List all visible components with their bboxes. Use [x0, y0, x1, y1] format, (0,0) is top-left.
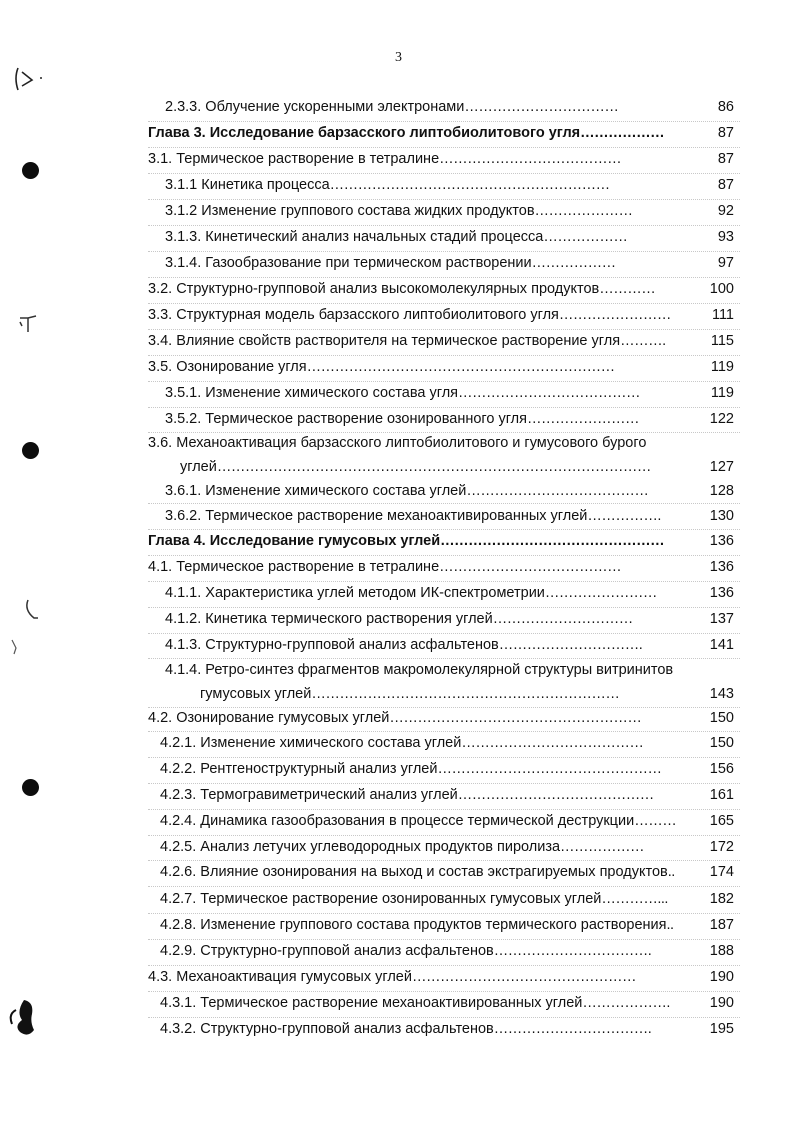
binder-hole-mark: [22, 442, 39, 459]
row-divider: [148, 432, 740, 433]
toc-leader-dots: …………………………………: [466, 483, 649, 499]
toc-entry[interactable]: [148, 710, 641, 727]
toc-page-number: 188: [709, 943, 734, 959]
toc-entry-title: 3.6. Механоактивация барзасского липтобиолитового и гумусового бурого: [148, 435, 647, 451]
toc-page-number: 100: [709, 281, 734, 297]
toc-leader-dots: ………: [634, 813, 677, 829]
row-divider: [148, 731, 740, 732]
toc-entry-title: углей: [180, 459, 217, 475]
toc-entry-title: 4.1.4. Ретро-синтез фрагментов макромолекулярной структуры витринитов: [165, 662, 674, 678]
toc-entry-title: 3.6.1. Изменение химического состава углей: [165, 483, 467, 499]
toc-entry[interactable]: [148, 435, 646, 452]
toc-page-number: 87: [717, 151, 734, 167]
toc-page-number: 165: [709, 813, 734, 829]
toc-leader-dots: …………………………………………………………: [306, 359, 615, 375]
toc-page-number: 187: [709, 917, 734, 933]
toc-entry[interactable]: [160, 735, 643, 752]
toc-page-number: 97: [717, 255, 734, 271]
row-divider: [148, 860, 740, 861]
toc-leader-dots: ……………………: [558, 307, 671, 323]
row-divider: [148, 277, 740, 278]
toc-entry-title: 3.6.2. Термическое растворение механоактивированных углей: [165, 508, 588, 524]
row-divider: [148, 965, 740, 966]
toc-entry-title: 4.1. Термическое растворение в тетралине: [148, 559, 440, 575]
toc-leader-dots: …………………………….: [493, 943, 652, 959]
toc-entry[interactable]: [148, 333, 666, 350]
row-divider: [148, 835, 740, 836]
toc-page-number: 122: [709, 411, 734, 427]
toc-entry[interactable]: [160, 995, 670, 1012]
margin-scribble-icon: [20, 596, 42, 622]
toc-page-number: 136: [709, 559, 734, 575]
toc-leader-dots: ……………………………………………………: [329, 177, 610, 193]
toc-leader-dots: …………: [599, 281, 656, 297]
row-divider: [148, 121, 740, 122]
row-divider: [148, 1017, 740, 1018]
toc-leader-dots: ..: [666, 917, 674, 933]
toc-entry[interactable]: [165, 203, 633, 220]
toc-entry-title: гумусовых углей: [200, 686, 312, 702]
toc-leader-dots: ………………: [543, 229, 628, 245]
toc-entry[interactable]: [165, 177, 610, 194]
toc-entry-title: 3.1.1 Кинетика процесса: [165, 177, 330, 193]
row-divider: [148, 783, 740, 784]
toc-entry-title: 4.3.1. Термическое растворение механоактивированных углей: [160, 995, 583, 1011]
toc-entry-title: Глава 4. Исследование гумусовых углей: [148, 533, 441, 549]
toc-entry-title: 3.1.3. Кинетический анализ начальных стадий процесса: [165, 229, 544, 245]
toc-entry[interactable]: [160, 943, 651, 960]
toc-entry-title: 4.3. Механоактивация гумусовых углей: [148, 969, 412, 985]
toc-entry[interactable]: [165, 662, 673, 679]
toc-entry-title: 4.2.1. Изменение химического состава углей: [160, 735, 462, 751]
row-divider: [148, 991, 740, 992]
toc-entry[interactable]: [165, 385, 640, 402]
toc-page-number: 130: [709, 508, 734, 524]
toc-entry[interactable]: [165, 585, 657, 602]
toc-entry[interactable]: [160, 813, 676, 830]
toc-entry-title: 3.5.1. Изменение химического состава угля: [165, 385, 459, 401]
toc-entry-title: 3.1.4. Газообразование при термическом растворении: [165, 255, 532, 271]
toc-entry-title: 3.2. Структурно-групповой анализ высокомолекулярных продуктов: [148, 281, 600, 297]
toc-leader-dots: …………………………………………: [440, 533, 665, 549]
toc-page-number: 190: [709, 995, 734, 1011]
toc-leader-dots: ………………: [560, 839, 645, 855]
row-divider: [148, 251, 740, 252]
toc-leader-dots: ……………………: [544, 585, 657, 601]
toc-leader-dots: ………………: [580, 125, 665, 141]
binder-hole-mark: [22, 779, 39, 796]
toc-entry-title: 4.2.3. Термогравиметрический анализ углей: [160, 787, 458, 803]
toc-entry[interactable]: [160, 1021, 651, 1038]
toc-entry[interactable]: [200, 686, 619, 703]
row-divider: [148, 329, 740, 330]
toc-entry-title: 4.2.2. Рентгеноструктурный анализ углей: [160, 761, 438, 777]
toc-page-number: 141: [709, 637, 734, 653]
margin-scribble-icon: [16, 312, 42, 338]
toc-entry-title: Глава 3. Исследование барзасского липтобиолитового угля: [148, 125, 581, 141]
binder-clip-icon: [4, 996, 38, 1038]
toc-leader-dots: ……….: [620, 333, 666, 349]
toc-entry[interactable]: [165, 229, 627, 246]
toc-entry-title: 3.5.2. Термическое растворение озонированного угля: [165, 411, 527, 427]
toc-entry[interactable]: [160, 891, 668, 908]
toc-entry-title: 4.1.2. Кинетика термического растворения углей: [165, 611, 493, 627]
toc-entry-title: 4.2. Озонирование гумусовых углей: [148, 710, 390, 726]
toc-leader-dots: …………………………: [492, 611, 633, 627]
row-divider: [148, 913, 740, 914]
toc-entry[interactable]: [148, 125, 664, 142]
row-divider: [148, 199, 740, 200]
toc-entry-title: 2.3.3. Облучение ускоренными электронами: [165, 99, 465, 115]
toc-leader-dots: ……………….: [582, 995, 670, 1011]
toc-page-number: 136: [709, 533, 734, 549]
row-divider: [148, 147, 740, 148]
toc-entry-title: 4.2.9. Структурно-групповой анализ асфальтенов: [160, 943, 494, 959]
toc-leader-dots: …………………: [534, 203, 633, 219]
toc-entry-title: 3.5. Озонирование угля: [148, 359, 307, 375]
toc-leader-dots: …………………………………………: [411, 969, 636, 985]
row-divider: [148, 503, 740, 504]
toc-leader-dots: ……………………………: [464, 99, 619, 115]
row-divider: [148, 173, 740, 174]
toc-leader-dots: ……………………………………: [457, 787, 654, 803]
toc-page-number: 115: [710, 333, 734, 349]
toc-leader-dots: ..: [667, 864, 675, 880]
toc-page-number: 87: [717, 177, 734, 193]
margin-scribble-icon: [6, 636, 22, 658]
toc-leader-dots: …………………………….: [493, 1021, 652, 1037]
row-divider: [148, 303, 740, 304]
row-divider: [148, 225, 740, 226]
toc-leader-dots: …………………………………: [439, 151, 622, 167]
toc-entry[interactable]: [148, 281, 655, 298]
row-divider: [148, 633, 740, 634]
toc-leader-dots: …………………………………………………………: [311, 686, 620, 702]
toc-leader-dots: …………………………………: [461, 735, 644, 751]
toc-leader-dots: …………………………………………: [437, 761, 662, 777]
toc-entry[interactable]: [180, 459, 651, 476]
toc-page-number: 119: [710, 359, 734, 375]
toc-entry[interactable]: [148, 559, 621, 576]
toc-page-number: 195: [709, 1021, 734, 1037]
row-divider: [148, 939, 740, 940]
toc-page-number: 137: [709, 611, 734, 627]
toc-page-number: 127: [709, 459, 734, 475]
toc-entry[interactable]: [160, 761, 661, 778]
row-divider: [148, 581, 740, 582]
toc-page-number: 182: [709, 891, 734, 907]
toc-page-number: 150: [709, 710, 734, 726]
binder-hole-mark: [22, 162, 39, 179]
toc-page-number: 86: [717, 99, 734, 115]
toc-entry[interactable]: [148, 969, 636, 986]
toc-page-number: 119: [710, 385, 734, 401]
toc-entry[interactable]: [148, 151, 621, 168]
toc-page-number: 143: [709, 686, 734, 702]
toc-entry[interactable]: [160, 864, 675, 881]
toc-entry-title: 3.1. Термическое растворение в тетралине: [148, 151, 440, 167]
toc-entry-title: 3.3. Структурная модель барзасского липтобиолитового угля: [148, 307, 559, 323]
toc-entry[interactable]: [160, 839, 644, 856]
toc-leader-dots: …………...: [601, 891, 668, 907]
toc-page-number: 161: [709, 787, 734, 803]
row-divider: [148, 555, 740, 556]
row-divider: [148, 886, 740, 887]
toc-page-number: 156: [709, 761, 734, 777]
toc-leader-dots: …………….: [587, 508, 661, 524]
toc-entry-title: 4.2.6. Влияние озонирования на выход и состав экстрагируемых продуктов: [160, 864, 668, 880]
toc-page-number: 136: [709, 585, 734, 601]
toc-entry[interactable]: [165, 508, 661, 525]
toc-leader-dots: …………………………………………………………………………………: [216, 459, 651, 475]
toc-leader-dots: ……………………: [527, 411, 639, 427]
row-divider: [148, 757, 740, 758]
toc-leader-dots: …………………………………: [458, 385, 641, 401]
toc-entry-title: 4.1.3. Структурно-групповой анализ асфальтенов: [165, 637, 499, 653]
row-divider: [148, 658, 740, 659]
toc-leader-dots: ………………: [531, 255, 616, 271]
row-divider: [148, 607, 740, 608]
toc-entry-title: 3.1.2 Изменение группового состава жидких продуктов: [165, 203, 535, 219]
toc-page-number: 87: [717, 125, 734, 141]
toc-leader-dots: ………………………………………………: [389, 710, 642, 726]
toc-entry[interactable]: [160, 917, 674, 934]
toc-page-number: 93: [717, 229, 734, 245]
toc-entry-title: 4.2.8. Изменение группового состава продуктов термического растворения: [160, 917, 667, 933]
page-number: 3: [395, 50, 402, 65]
toc-entry[interactable]: [165, 611, 633, 628]
toc-page-number: 174: [709, 864, 734, 880]
toc-entry[interactable]: [165, 411, 639, 428]
toc-entry[interactable]: [165, 483, 648, 500]
toc-entry[interactable]: [165, 637, 642, 654]
row-divider: [148, 355, 740, 356]
row-divider: [148, 529, 740, 530]
toc-entry-title: 4.2.7. Термическое растворение озонированных гумусовых углей: [160, 891, 602, 907]
row-divider: [148, 381, 740, 382]
toc-entry[interactable]: [165, 255, 616, 272]
toc-page-number: 92: [717, 203, 734, 219]
toc-leader-dots: …………………………………: [439, 559, 622, 575]
toc-page-number: 128: [709, 483, 734, 499]
toc-page-number: 190: [709, 969, 734, 985]
toc-leader-dots: ………………………….: [498, 637, 643, 653]
toc-entry-title: 4.2.5. Анализ летучих углеводородных продуктов пиролиза: [160, 839, 561, 855]
row-divider: [148, 809, 740, 810]
margin-scribble-icon: [12, 64, 48, 94]
toc-entry[interactable]: [160, 787, 654, 804]
toc-page-number: 150: [709, 735, 734, 751]
toc-entry[interactable]: [148, 307, 671, 324]
toc-entry-title: 4.2.4. Динамика газообразования в процессе термической деструкции: [160, 813, 635, 829]
toc-entry-title: 4.3.2. Структурно-групповой анализ асфальтенов: [160, 1021, 494, 1037]
toc-entry-title: 4.1.1. Характеристика углей методом ИК-спектрометрии: [165, 585, 545, 601]
toc-page-number: 111: [711, 307, 734, 323]
toc-entry[interactable]: [148, 359, 615, 376]
toc-page-number: 172: [709, 839, 734, 855]
toc-entry-title: 3.4. Влияние свойств растворителя на термическое растворение угля: [148, 333, 621, 349]
toc-entry[interactable]: [148, 533, 664, 550]
row-divider: [148, 407, 740, 408]
row-divider: [148, 707, 740, 708]
toc-entry[interactable]: [165, 99, 618, 116]
